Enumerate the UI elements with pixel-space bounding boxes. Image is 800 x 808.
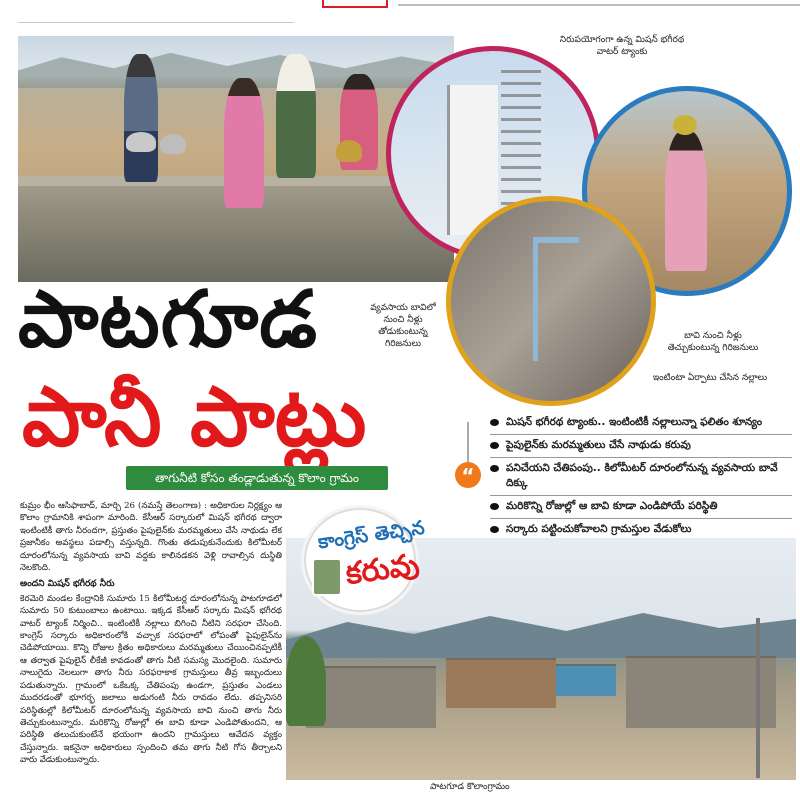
highlight-item: పైపులైన్‌కు మరమ్మతులు చేసే నాథుడు కరువు [490, 435, 792, 458]
highlights-list [490, 412, 792, 541]
top-divider [398, 4, 800, 6]
bullet-dot-icon [490, 526, 499, 533]
headline-subtitle: తాగునీటి కోసం తండ్లాడుతున్న కొలాం గ్రామం [126, 466, 388, 490]
bullet-dot-icon [490, 503, 499, 510]
article-paragraph-1: కుమ్రం భీం ఆసిఫాబాద్, మార్చి 26 (నమస్తే తెలంగాణ) : అధికారుల నిర్లక్ష్యం ఆ కొలాం గ్రామానికి శాపంగా మారింది. కేసీఆర్ సర్కారులో మిషన్ భగీరథ ద్వారా ఇంటింటికీ తాగు నీరందగా, ప్రస్తుతం పైపులైన్‌కు మరమ్మతులు చేసే నాథుడు లేక ప్రజానీకం అవస్థలు పడాల్సి వస్తున్నది. గొంతు తడుపుకునేందుకు కిలోమీటర్ దూరంలోనున్న వ్యవసాయ బావి వద్దకు కాలినడకన వెళ్లి రావాల్సిన దుస్థితి నెలకొంది. [20, 501, 282, 574]
headline-line-1: పాటగూడ [18, 275, 318, 365]
hut-roof [626, 656, 776, 728]
highlight-item: మరికొన్ని రోజుల్లో ఆ బావి కూడా ఎండిపోయే పరిస్థితి [490, 496, 792, 519]
quote-icon: “ [455, 462, 481, 488]
bullet-dot-icon [490, 419, 499, 426]
water-pot [160, 134, 186, 154]
bullet-divider [467, 422, 469, 466]
caption-carrying-water: బావి నుంచి నీళ్లు తెచ్చుకుంటున్న గిరిజనులు [667, 331, 759, 353]
tank-tower [447, 85, 498, 235]
badge-photo [312, 558, 342, 596]
water-pot [673, 115, 697, 135]
water-pot [336, 140, 362, 162]
article-body [20, 500, 282, 767]
hut-roof [556, 664, 616, 696]
inset-tap [446, 196, 656, 406]
highlight-item: సర్కారు పట్టించుకోవాలని గ్రామస్తుల వేడుకోలు [490, 519, 792, 541]
bullet-dot-icon [490, 442, 499, 449]
person-figure [124, 54, 158, 182]
caption-taps: ఇంటింటా ఏర్పాటు చేసిన నల్లాలు [652, 373, 768, 383]
caption-water-tank: నిరుపయోగంగా ఉన్న మిషన్ భగీరథ వాటర్ ట్యాంకు [559, 35, 685, 57]
utility-pole [756, 618, 760, 778]
previous-article-box-edge [322, 0, 388, 8]
person-figure [224, 78, 264, 208]
tree [286, 636, 326, 726]
badge-line-1: కాంగ్రెస్ తెచ్చిన [316, 516, 426, 554]
tap-pipe [533, 241, 538, 361]
highlight-item: మిషన్ భగీరథ ట్యాంకు.. ఇంటింటికీ నల్లాలున్నా ఫలితం శూన్యం [490, 412, 792, 435]
badge-line-2: కరువు [343, 547, 422, 592]
article-paragraph-2: కెరమెరి మండల కేంద్రానికి సుమారు 15 కిలోమీటర్ల దూరంలోనున్న పాటగూడలో సుమారు 50 కుటుంబాలు ఉంటాయి. ఇక్కడ కేసీఆర్ సర్కారు మిషన్ భగీరథ వాటర్ ట్యాంక్ నిర్మించి.. ఇంటింటికీ నల్లాలు బిగించి నీటిని సరఫరా చేసింది. కాంగ్రెస్ సర్కారు అధికారంలోకి వచ్చాక సరఫరాలో లోపంతో పైపులైన్‌ను చెడిపోయాయి. కొన్ని రోజుల క్రితం అధికారులు మరమ్మతులు చేయించినప్పటికీ ఆ తర్వాత పైపులైన్ లీకేజీ కావడంతో తాగు నీటి సమస్య మొదలైంది. సుమారు నాలుగైదు నెలలుగా తాగు నీరు సరఫరాకాక గ్రామస్తులు తీవ్ర ఇబ్బందులు పడుతున్నారు. గ్రామంలో ఒకేఒక్క చేతిపంపు ఉండగా, ప్రస్తుతం ఎండలు ముదరడంతో భూగర్భ జలాలు అడుగంటి నీరు రావడం లేదు. తప్పనిసరి పరిస్థితుల్లో కిలోమీటర్ దూరంలోనున్న వ్యవసాయ బావి నుంచి తాగు నీరు తెచ్చుకుంటున్నారు. మరికొన్ని రోజుల్లో ఈ బావి కూడా ఎండిపోతుందని, ఆ పరిస్థితి తలుచుకుంటేనే భయంగా ఉందని గ్రామస్తులు ఆవేదన వ్యక్తం చేస్తున్నారు. ఇకనైనా అధికారులు స్పందించి తమ తాగు నీటి గోస తీర్చాలని వారు వేడుకుంటున్నారు. [20, 593, 282, 766]
headline-line-2: పానీ పాట్లు [22, 370, 367, 465]
person-figure [665, 131, 707, 271]
tap-spout [533, 237, 579, 243]
caption-village: పాటగూడ కొలాంగ్రామం [430, 782, 510, 792]
column-rule [18, 22, 294, 23]
bullet-dot-icon [490, 465, 499, 472]
hut-roof [446, 658, 556, 708]
water-pot [126, 132, 156, 152]
article-subhead: అందని మిషన్ భగీరథ నీరు [20, 579, 115, 590]
person-figure [276, 54, 316, 178]
caption-farm-well: వ్యవసాయ బావిలో నుంచి నీళ్లు తోడుకుంటున్న గిరిజనులు [370, 303, 436, 349]
highlight-item: పనిచేయని చేతిపంపు.. కిలోమీటర్ దూరంలోనున్న వ్యవసాయ బావే దిక్కు [490, 458, 792, 496]
